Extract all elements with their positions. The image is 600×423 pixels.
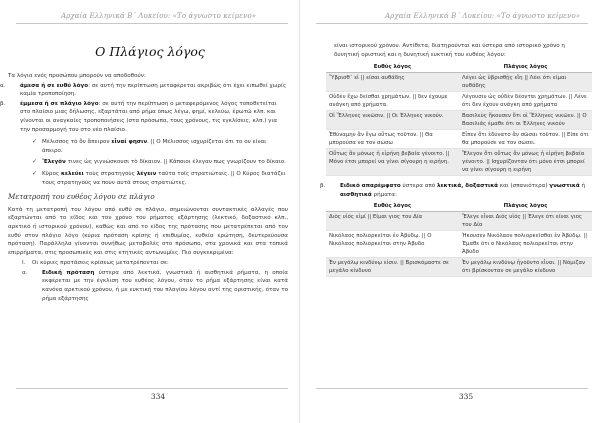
table-row: Οὕτως ἂν μόνως ἡ εἰρήνη βεβαία γένοιτο. || Μόνο έτσι μπορεί να γίνει σίγουρη η ειρήνη. Ἔλεγον ὅτι οὕτως ἂν μόνως ἡ εἰρήνη βεβαία γένοιτο. || Ισχυρίζονταν ότι μόνο έτσι μπορεί να γίνει σίγουρη η ειρήνη	[326, 149, 592, 176]
running-head-right: Αρχαία Ελληνικά Β΄ Λυκείου: «Το άγνωστο κείμενο»	[385, 12, 581, 20]
table-row: Διὸς υἱός εἰμί || Είμαι γιος του Δία Ἔλεγε εἶναι Διὸς υἱός || Έλεγε ότι είναι γιος του Δία	[326, 212, 592, 231]
table-row: Νικόλαος πολιορκεῖται ἐν Ἀβύδῳ. || Ο Νικόλαος πολιορκείται στην Άβυδο Ἠκουσεν Νικόλαον πολιορκεῖσθαι ἐν Ἀβύδῳ. || Έμαθε ότι ο Νικόλαος πολιορκείται στην Άβυδο	[326, 231, 592, 258]
left-body	[0, 72, 288, 303]
item-I-a: α. Ειδική πρόταση ύστερα από λεκτικά, γνωστικά ή αισθητικά ρήματα, η οποία εκφέρεται με την έγκλιση του ευθέος λόγου, όταν το ρήμα εξάρτησης είναι κατά κανόνα αρκτικού χρόνου, ή με ευκτική του πλαγίου λόγου αντί της οριστικής, όταν το ρήμα εξάρτησης	[22, 269, 288, 302]
table2-header-indirect: Πλάγιος λόγος	[459, 201, 592, 212]
intro-paragraph: Τα λόγια ενός προσώπου μπορούν να αποδοθούν:	[8, 73, 146, 79]
table-row: Ἐν μεγάλῳ κινδύνῳ εἰσιν. || Βρισκόμαστε σε μεγάλο κίνδυνο Ἐν μεγάλῳ κινδύνῳ ἡγοῦντο εἶναι. || Νόμιζαν ότι βρίσκονταν σε μεγάλο κίνδυνο	[326, 258, 592, 277]
item-b-right: β. Ειδικό απαρέμφατο ύστερα από λεκτικά, δοξαστικά και (σπανιότερα) γνωστικά ή αισθητικά ρήματα:	[320, 183, 586, 198]
table-row: Οὐδὲν ἔχω δεῖσθαι χρημάτων. || δεν έχουμε ανάγκη από χρήματα. Λέγουσιν ὡς οὐδὲν δέονται χρημάτων. || Λένε ότι δεν έχουν ανάγκη από χρήματα	[326, 92, 592, 111]
table2-header-direct: Ευθύς λόγος	[326, 201, 459, 212]
chapter-title: Ο Πλάγιος λόγος	[95, 44, 205, 59]
running-head-left: Αρχαία Ελληνικά Β΄ Λυκείου: «Το άγνωστο κείμενο»	[61, 12, 257, 20]
item-b: β. έμμεσα ή σε πλάγιο λόγο: σε αυτή την περίπτωση ο μεταφερόμενος λόγος τοποθετείται στο πλαίσιο μιας δήλωσης, εξαρτάται από ρήμα όπως λέγω, φημί, κελεύω, ἐρωτῶ κλπ. και γίνονται οι αναγκαίες τροποποιήσεις (στα πρόσωπα, τους χρόνους, τις εγκλίσεις, κλπ.) για την προσαρμογή του στο νέο πλαίσιο.	[0, 100, 278, 133]
table-hypothesis-1	[326, 62, 592, 176]
table1-header-indirect: Πλάγιος λόγος	[459, 62, 592, 73]
right-page	[300, 0, 600, 423]
header-rule-right	[316, 23, 588, 24]
table-row: Ὕβρισθ᾽ εἰ || είσαι αυθάδης Λέγει ὡς ὑβρισθῂς εἴη || Λέει ότι είμαι αυθάδης	[326, 73, 592, 92]
examples-list	[8, 138, 288, 187]
example-3: ✓ Κῦρος κελεύει τοὺς στρατηγοὺς λέγειν ταῦτα τοῖς στρατιώταις. || Ο Κύρος διατάζει τους στρατηγούς να πουν αυτά στους στρατιώτες.	[32, 170, 288, 187]
footer-rule-right	[316, 388, 588, 389]
continuation-paragraph: είναι ιστορικού χρόνου. Αντίθετα, διατηρούνται και ύστερα από ιστορικό χρόνο η δυνητική οριστική και η δυνητική ευκτική του ευθέος λόγου:	[334, 43, 565, 58]
footer-rule-left	[16, 388, 288, 389]
example-1: ✓ Μέλισσος τὸ ὂν ἄπειρον εἶναί φησιν. || Ο Μέλισσος ισχυρίζεται ότι το ον είναι άπειρο.	[32, 138, 288, 155]
item-I: I. Οι κύριες προτάσεις κρίσεως μετατρέπονται σε:	[22, 260, 169, 267]
table-row: Οἱ Ἕλληνες νικῶσιν. || Οι Έλληνες νικούν. Βασιλεὺς ἤκουσεν ὅτι οἱ Ἕλληνες νικῶεν. || Ο Βασιλιάς έμαθε ότι οι Έλληνες νικούν	[326, 111, 592, 130]
table-infinitive	[326, 201, 592, 277]
header-rule-left	[16, 23, 288, 24]
table1-header-direct: Ευθύς λόγος	[326, 62, 459, 73]
conversion-paragraph: Κατά τη μετατροπή του λόγου από ευθύ σε πλάγιο, σημειώνονται συντακτικές αλλαγές που εξαρτώνται από το είδος και τον χρόνο του ρήματος εξάρτησης (λεκτικό, δοξαστικό κλπ., αρκτικό ή ιστορικού χρόνου), καθώς και από το είδος της πρότασης που μετατρέπεται από τον ευθύ στον πλάγιο λόγο (κύρια πρόταση κρίσης ή επιθυμίας, ευθεία ερώτηση, δευτερεύουσα πρόταση). Παράλληλα γίνονται συνήθως μεταβολές στο πρόσωπο, στα χρονικά και στα τοπικά επιρρήματα, στις προσωπικές και στις κτητικές αντωνυμίες. Πιο συγκεκριμένα:	[8, 206, 288, 256]
table-row: Ἐθύναμην ἂν ἔγω οὕτως τοῦτον. || Θα μπορούσα να τον σώσω Εἶπεν ὅτι ἐδύνατο ἂν σῶσαι τοῦτον. || Είπε ότι θα μπορούσε να τον σώσει.	[326, 130, 592, 149]
page-number-left: 334	[150, 392, 166, 401]
example-2: ✓ Ἔλεγόν τινες ὡς γιγνώσκουσι τὸ δίκαιον. || Κάποιοι έλεγαν πως γνωρίζουν το δίκαιο.	[32, 158, 288, 167]
right-body	[320, 42, 592, 277]
page-number-right: 335	[458, 392, 474, 401]
section-subheading: Μετατροπή του ευθέος λόγου σε πλάγιο	[8, 192, 155, 202]
item-a: α. άμεσα ή σε ευθύ λόγο: σε αυτή την περίπτωση μεταφέρεται ακριβώς ότι έχει ειπωθεί χωρίς καμία τροποποίηση.	[0, 82, 287, 98]
